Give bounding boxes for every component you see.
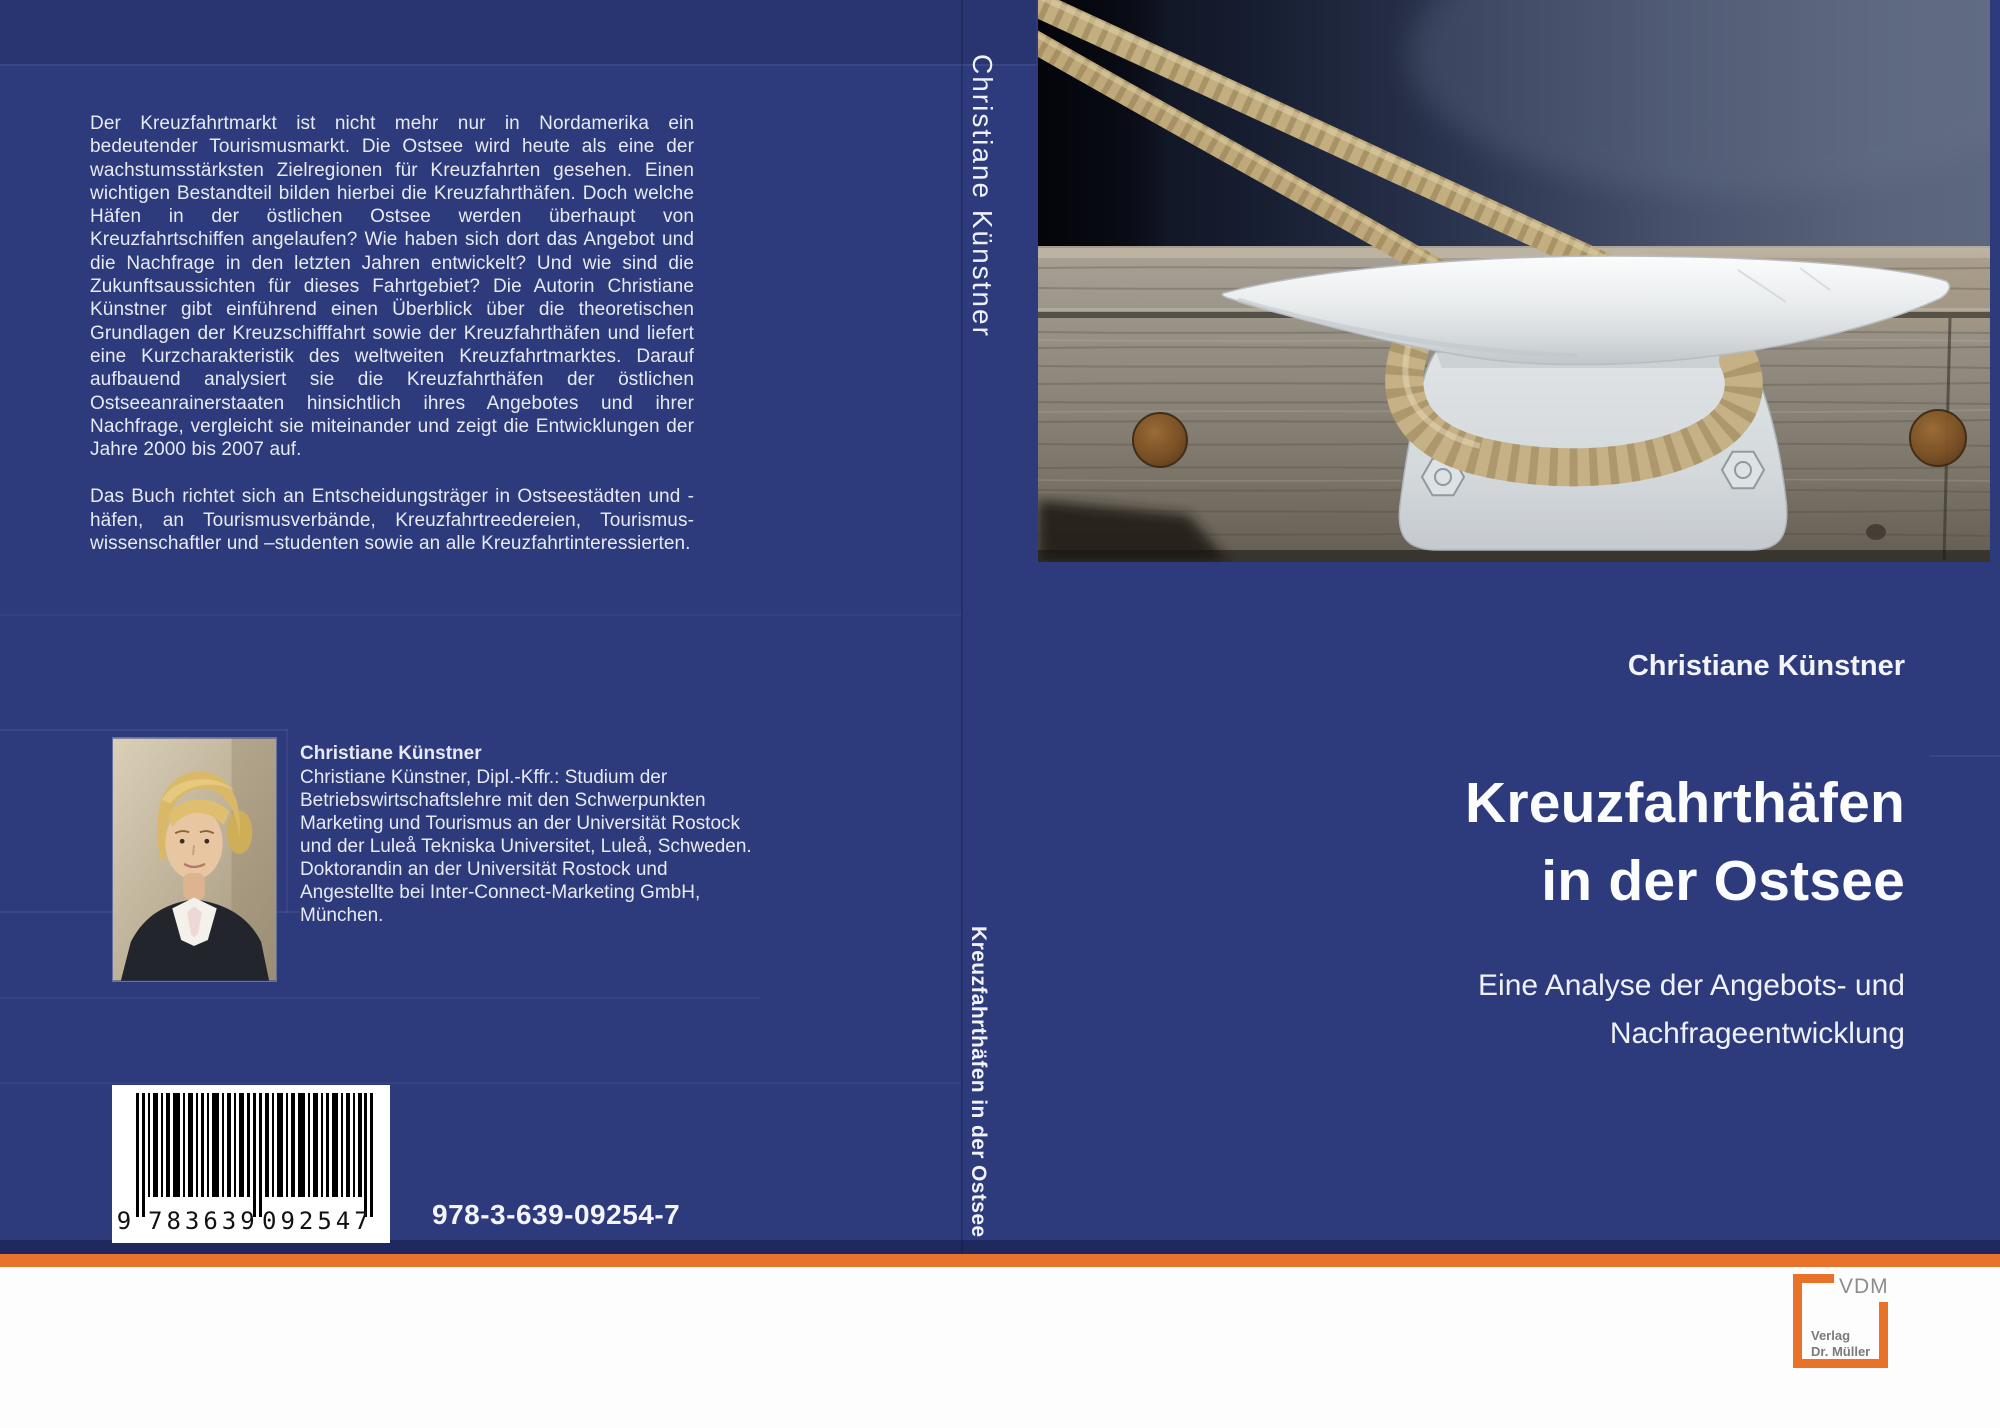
author-portrait-illustration: [113, 738, 276, 981]
guide-line: [0, 1082, 961, 1084]
orange-accent-stripe: [0, 1254, 2000, 1267]
spine-title: Kreuzfahrthäfen in der Ostsee: [967, 926, 990, 1238]
guide-line: [0, 729, 287, 731]
isbn-text: 978-3-639-09254-7: [432, 1199, 681, 1230]
barcode-digit-lead: 9: [116, 1207, 132, 1235]
publisher-name-line1: Verlag: [1811, 1328, 1851, 1343]
publisher-name-line2: Dr. Müller: [1811, 1344, 1871, 1359]
guide-line: [286, 729, 288, 913]
author-portrait-photo: [112, 737, 277, 982]
front-subtitle-line2: Nachfrageentwicklung: [1609, 1017, 1905, 1050]
dock-cleat-illustration: [1038, 0, 1990, 562]
barcode: [112, 1085, 390, 1243]
front-title-line2: in der Ostsee: [1541, 849, 1905, 913]
author-bio-name: Christiane Künstner: [300, 743, 482, 764]
front-subtitle-line1: Eine Analyse der Angebots- und: [1478, 969, 1905, 1002]
barcode-digit-group2: 092547: [262, 1207, 373, 1235]
back-cover-blurb: [90, 112, 694, 555]
guide-line: [0, 614, 961, 616]
blurb-paragraph-2: Das Buch richtet sich an Entscheidungsträger in Ostseestädten und -häfen, an Tourismusverbände, Kreuzfahrtreedereien, Tourismus-wissenschaftler und –studenten sowie an alle Kreuzfahrtinteressierten.: [90, 486, 694, 555]
barcode-digit-group1: 783639: [148, 1207, 259, 1235]
front-title-line1: Kreuzfahrthäfen: [1464, 771, 1905, 835]
guide-line: [0, 997, 760, 999]
guide-line: [0, 64, 1036, 66]
publisher-logo: [1793, 1274, 1903, 1378]
front-title: [1465, 764, 1905, 920]
bottom-white-band: [0, 1267, 2000, 1428]
author-bio-text: Christiane Künstner, Dipl.-Kffr.: Studium der Betriebswirtschaftslehre mit den Schwerpunkten Marketing und Tourismus an der Universität Rostock und der Luleå Tekniska Universitet, Luleå, Schweden. Doktorandin an der Universität Rostock und Angestellte bei Inter-Connect-Marketing GmbH, München.: [300, 767, 752, 926]
top-shade-band: [0, 0, 1036, 64]
front-author-name: Christiane Künstner: [1627, 650, 1905, 682]
author-bio-block: [300, 742, 752, 927]
front-subtitle: [1478, 962, 1905, 1058]
barcode-digits: [112, 1207, 390, 1235]
blurb-paragraph-1: Der Kreuzfahrtmarkt ist nicht mehr nur in Nordamerika ein bedeutender Tourismusmarkt. Die Ostsee wird heute als eine der wachstumsstärksten Zielregionen für Kreuzfahrten gesehen. Einen wichtigen Bestandteil bilden hierbei die Kreuzfahrthäfen. Doch welche Häfen in der östlichen Ostsee werden überhaupt von Kreuzfahrtschiffen angelaufen? Wie haben sich dort das Angebot und die Nachfrage in den letzten Jahren entwickelt? Und wie sind die Zukunftsaussichten für dieses Fahrtgebiet? Die Autorin Christiane Künstner gibt einführend einen Überblick über die theoretischen Grundlagen der Kreuzschifffahrt sowie der Kreuzfahrthäfen und liefert eine Kurzcharakteristik des weltweiten Kreuzfahrtmarktes. Darauf aufbauend analysiert sie die Kreuzfahrthäfen der östlichen Ostseeanrainerstaaten hinsichtlich ihres Angebotes und ihrer Nachfrage, vergleicht sie miteinander und zeigt die Entwicklungen der Jahre 2000 bis 2007 auf.: [90, 113, 694, 461]
cover-photo-dock-cleat: [1038, 0, 1990, 562]
publisher-name: [1811, 1328, 1870, 1360]
spine-crease-line: [961, 0, 963, 1254]
publisher-abbr: VDM: [1839, 1275, 1889, 1298]
guide-line: [1930, 755, 2000, 757]
spine-author: Christiane Künstner: [967, 54, 998, 338]
